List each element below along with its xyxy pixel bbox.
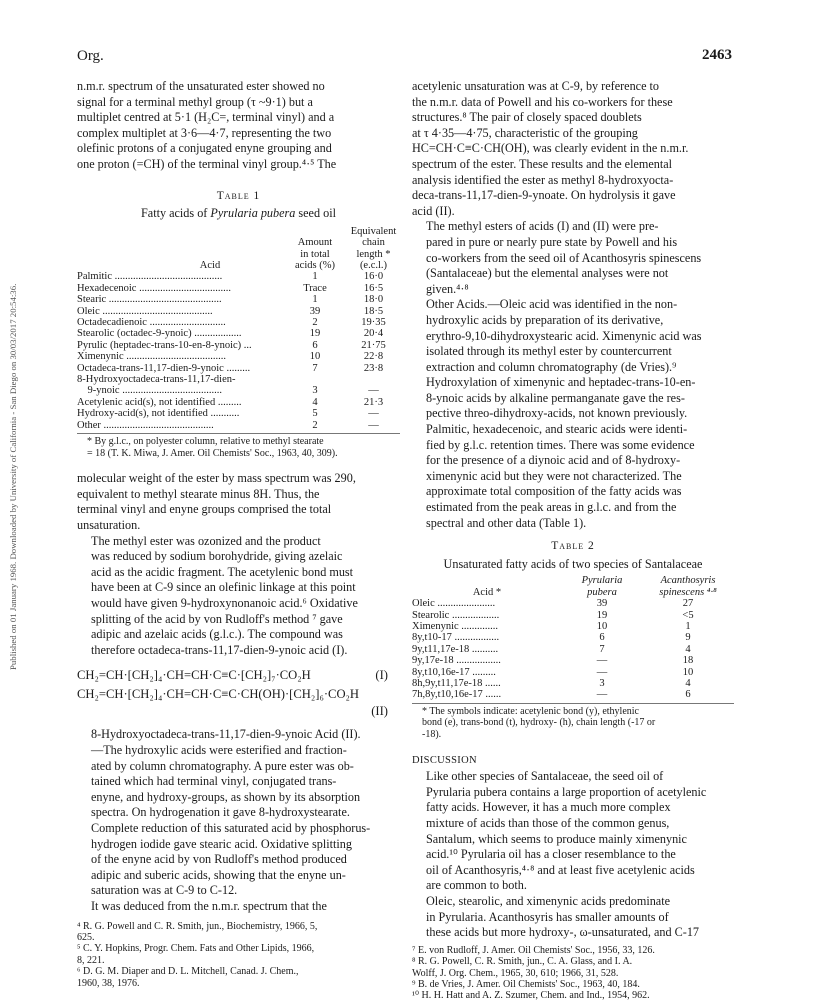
- text-line: * By g.l.c., on polyester column, relative to methyl stearate: [87, 436, 324, 448]
- table-cell: 7h,8y,t10,16e-17 ......: [412, 689, 502, 701]
- table-cell: 6: [599, 632, 605, 644]
- text-line: pubera: [587, 586, 617, 598]
- table2-row: [412, 621, 734, 632]
- table-cell: 16·5: [363, 282, 384, 294]
- table-cell: Ximenynic ..............: [412, 621, 499, 633]
- table-cell: 5: [312, 408, 318, 420]
- table-cell: 4: [685, 678, 691, 690]
- text-line: fatty acids. However, it has a much more complex: [426, 800, 671, 815]
- text-line: 625.: [77, 931, 95, 943]
- table-cell: 9-ynoic ......................................: [77, 385, 222, 397]
- table-cell: 10: [309, 351, 321, 363]
- text-line: Like other species of Santalaceae, the seed oil of: [426, 769, 664, 784]
- text-line: was reduced by sodium borohydride, giving azelaic: [91, 549, 343, 564]
- table1-header-acid: Acid: [199, 259, 221, 271]
- table-cell: 18·5: [363, 305, 384, 317]
- text-line: -18).: [422, 729, 442, 741]
- text-line: n.m.r. spectrum of the unsaturated ester showed no: [77, 79, 325, 93]
- text-line: ¹⁰ H. H. Hatt and A. Z. Szumer, Chem. and Ind., 1954, 962.: [412, 990, 650, 1002]
- text-line: in total: [300, 248, 330, 260]
- text-line: adipic and suberic acids, showing that the enyne un-: [91, 867, 346, 882]
- text-line: given.⁴·⁸: [426, 281, 469, 296]
- text-line: acid as the acidic fragment. The acetylenic bond must: [91, 564, 354, 579]
- text-line: ⁹ B. de Vries, J. Amer. Oil Chemists' Soc., 1963, 40, 184.: [412, 979, 640, 990]
- table1-header-amount: [283, 226, 347, 272]
- table1-row: [77, 306, 400, 317]
- table-cell: Octadeca-trans-11,17-dien-9-ynoic .........: [77, 362, 251, 374]
- table2-header-pyrularia: [562, 575, 642, 598]
- table-cell: 39: [596, 598, 608, 610]
- text-line: Palmitic, hexadecenoic, and stearic acids were identi-: [426, 422, 688, 437]
- paragraph: [412, 297, 734, 422]
- table-cell: Acetylenic acid(s), not identified .........: [77, 396, 242, 408]
- text-line: spectral and other data (Table 1).: [426, 515, 587, 530]
- text-line: adipic and azelaic acids (g.l.c.). The compound was: [91, 627, 343, 642]
- text-line: acid (II).: [412, 203, 455, 218]
- table2-row: [412, 644, 734, 655]
- text-line: signal for a terminal methyl group (τ ~9·1) but a: [77, 94, 313, 109]
- table-cell: 8h,9y,t11,17e-18 ......: [412, 678, 501, 690]
- table-cell: 8-Hydroxyoctadeca-trans-11,17-dien-: [77, 374, 236, 386]
- table2-header-acid: Acid *: [472, 586, 502, 598]
- text-line: Acanthosyris: [660, 575, 716, 587]
- paragraph: It was deduced from the n.m.r. spectrum that the: [91, 898, 327, 913]
- formula-text: CH₂=CH·[CH₂]₄·CH=CH·C≡C·[CH₂]₇·CO₂H: [77, 668, 311, 683]
- table-cell: —: [596, 666, 608, 678]
- table-cell: 10: [596, 621, 608, 633]
- table1-row: [77, 283, 400, 294]
- text-line: one proton (=CH) of the terminal vinyl group.⁴·⁵ The: [77, 156, 337, 171]
- text-line: (Santalaceae) but the elemental analyses were not: [426, 266, 669, 281]
- text-line: HC=CH·C≡C·CH(OH), was clearly evident in the n.m.r.: [412, 141, 689, 156]
- table-cell: —: [368, 419, 379, 431]
- text-line: Other Acids.—Oleic acid was identified in the non-: [426, 297, 678, 312]
- table-cell: 22·8: [363, 351, 384, 363]
- table-cell: 2: [312, 419, 318, 431]
- table-cell: 1: [312, 271, 318, 283]
- table1-row: [77, 385, 400, 396]
- table-cell: Pyrulic (heptadec-trans-10-en-8-ynoic) ...: [77, 339, 252, 351]
- table-cell: 21·75: [361, 339, 386, 351]
- text-line: 1960, 38, 1976.: [77, 977, 140, 989]
- table2-row: [412, 678, 734, 689]
- table-cell: 3: [312, 385, 318, 397]
- text-line: isolated through its methyl ester by countercurrent: [426, 344, 672, 359]
- download-watermark: Published on 01 January 1968. Downloaded by University of California - San Diego on 30/03/2017 20:54:36.: [8, 283, 18, 670]
- table1-row: [77, 420, 400, 431]
- table1-row: [77, 408, 400, 419]
- text-line: co-workers from the seed oil of Acanthosyris spinescens: [426, 250, 702, 265]
- text-line: at τ 4·35—4·75, characteristic of the grouping: [412, 125, 638, 140]
- text-line: approximate total composition of the fatty acids was: [426, 484, 682, 499]
- table-cell: 19: [309, 328, 321, 340]
- table-cell: 1: [685, 621, 691, 633]
- table-cell: <5: [682, 609, 694, 621]
- table-cell: —: [368, 408, 379, 420]
- paragraph: [77, 471, 400, 533]
- table-cell: —: [596, 689, 608, 701]
- text-line: estimated from the peak areas in g.l.c. and from the: [426, 500, 677, 515]
- text-line: analysis identified the ester as methyl 8-hydroxyocta-: [412, 172, 674, 187]
- table2: [412, 575, 734, 700]
- table1-row: [77, 294, 400, 305]
- table-cell: Octadecadienoic .............................: [77, 317, 226, 328]
- table-cell: 9: [685, 632, 691, 644]
- table-cell: Hydroxy-acid(s), not identified ...........: [77, 408, 240, 420]
- text-line: extraction and column chromatography (de Vries).⁹: [426, 359, 677, 374]
- text-line: ⁶ D. G. M. Diaper and D. L. Mitchell, Canad. J. Chem.,: [77, 966, 299, 978]
- text-line: length *: [356, 248, 391, 260]
- text-line: 8, 221.: [77, 954, 105, 966]
- formula-II: [77, 685, 400, 704]
- text-line: of the enyne acid by von Rudloff's method produced: [91, 852, 347, 867]
- table-cell: Palmitic .........................................: [77, 271, 223, 283]
- text-line: these acids but more hydroxy-, ω-unsaturated, and C-17: [426, 925, 700, 940]
- text-line: ximenynic acid but they were not characterized. The: [426, 468, 682, 483]
- text-line: Amount: [297, 237, 333, 249]
- text-line: deca-trans-11,17-dien-9-ynoate. On hydrolysis it gave: [412, 188, 676, 203]
- text-line: would have given 9-hydroxynonanoic acid.⁶ Oxidative: [91, 596, 358, 610]
- table-cell: 10: [682, 666, 694, 678]
- paragraph: [412, 769, 734, 894]
- table-cell: 20·4: [363, 328, 384, 340]
- table-cell: Stearic ...........................................: [77, 294, 222, 306]
- text-line: the n.m.r. data of Powell and his co-workers for these: [412, 94, 673, 109]
- table-cell: [283, 374, 347, 385]
- table1-row: [77, 397, 400, 408]
- table-cell: 19·35: [361, 317, 386, 328]
- table-cell: 1: [312, 294, 318, 306]
- text-line: saturation was at C-9 to C-12.: [91, 883, 238, 898]
- text-line: tained which had terminal vinyl, conjugated trans-: [91, 774, 337, 789]
- text-line: = 18 (T. K. Miwa, J. Amer. Oil Chemists' Soc., 1963, 40, 309).: [87, 447, 338, 459]
- formula-label: (II): [371, 704, 388, 719]
- text-line: Pyrularia: [581, 575, 623, 587]
- table-cell: 19: [596, 609, 608, 621]
- table-cell: Trace: [303, 282, 327, 294]
- text-line: hydrogen iodide gave stearic acid. Oxidative splitting: [91, 836, 352, 851]
- table-cell: 16·0: [363, 271, 384, 283]
- table1-row: [77, 317, 400, 328]
- footnotes: [412, 945, 734, 1002]
- text-line: acid.¹⁰ Pyrularia oil has a closer resemblance to the: [426, 847, 676, 862]
- text-line: complex multiplet at 3·6—4·7, representing the two: [77, 125, 332, 140]
- text-line: molecular weight of the ester by mass spectrum was 290,: [77, 471, 356, 486]
- text-line: terminal vinyl and enyne groups comprised the total: [77, 502, 332, 517]
- paragraph: [412, 79, 734, 219]
- table1-row: [77, 374, 400, 385]
- text-line: The methyl ester was ozonized and the product: [91, 533, 321, 548]
- table1-row: [77, 340, 400, 351]
- table-cell: —: [596, 655, 608, 667]
- text-line: unsaturation.: [77, 518, 141, 533]
- table-cell: 39: [309, 305, 321, 317]
- table1-row: [77, 363, 400, 374]
- paragraph: [412, 422, 734, 531]
- text-line: The methyl esters of acids (I) and (II) were pre-: [426, 219, 659, 234]
- text-line: spinescens ⁴·⁸: [659, 586, 717, 598]
- formula-label: (I): [375, 668, 388, 683]
- text-line: acetylenic unsaturation was at C-9, by reference to: [412, 79, 660, 93]
- text-line: acids (%): [295, 259, 335, 271]
- table2-row: [412, 610, 734, 621]
- table-cell: 7: [599, 643, 605, 655]
- text-line: ⁴ R. G. Powell and C. R. Smith, jun., Biochemistry, 1966, 5,: [77, 920, 318, 932]
- table-cell: 2: [312, 317, 318, 328]
- table-cell: 6: [312, 339, 318, 351]
- table1-header-ecl: [347, 226, 400, 272]
- text-line: olefinic protons of a conjugated enyne grouping and: [77, 141, 332, 156]
- table-cell: Hexadecenoic ...................................: [77, 282, 231, 294]
- text-line: Wolff, J. Org. Chem., 1965, 30, 610; 1966, 31, 528.: [412, 967, 619, 979]
- text-line: 8-ynoic acids by alkaline permanganate gave the res-: [426, 390, 685, 405]
- text-line: Hydroxylation of ximenynic and heptadec-trans-10-en-: [426, 375, 696, 390]
- text-line: for the presence of a diynoic acid and of 8-hydroxy-: [426, 453, 681, 468]
- table-cell: 18: [682, 655, 694, 667]
- text-line: Equivalent: [350, 225, 397, 237]
- text-line: (e.c.l.): [359, 259, 388, 271]
- text-line: erythro-9,10-dihydroxystearic acid. Ximenynic acid was: [426, 328, 702, 343]
- table2-row: [412, 632, 734, 643]
- table-cell: 8y,t10-17 .................: [412, 632, 500, 644]
- table-cell: 8y,t10,16e-17 .........: [412, 666, 496, 678]
- text-line: mixture of acids than those of the common genus,: [426, 816, 670, 831]
- table1-label: Table 1: [216, 189, 261, 202]
- text-line: spectrum of the ester. These results and the elemental: [412, 156, 673, 171]
- text-line: splitting of the acid by von Rudloff's method ⁷ gave: [91, 611, 343, 626]
- table-cell: 4: [685, 643, 691, 655]
- table-cell: 9y,t11,17e-18 ..........: [412, 643, 499, 655]
- journal-section-header: Org.: [77, 48, 104, 64]
- table2-title: Unsaturated fatty acids of two species of Santalaceae: [443, 556, 703, 571]
- table-cell: Ximenynic ......................................: [77, 351, 227, 363]
- table-cell: —: [368, 385, 379, 397]
- table-cell: 21·3: [363, 396, 384, 408]
- table1: [77, 226, 400, 431]
- table1-footnote: [77, 436, 400, 459]
- text-line: oil of Acanthosyris,⁴·⁸ and at least five acetylenic acids: [426, 862, 695, 877]
- table1-row: [77, 328, 400, 339]
- text-line: multiplet centred at 5·1 (H₂C=, terminal vinyl) and a: [77, 110, 335, 125]
- table-cell: Oleic ......................: [412, 598, 496, 610]
- table-cell: [347, 374, 400, 385]
- table2-header-acanthosyris: [642, 575, 734, 598]
- paragraph: [412, 219, 734, 297]
- table-cell: 6: [685, 689, 691, 701]
- text-line: pective threo-dihydroxy-acids, not known previously.: [426, 406, 688, 421]
- table-cell: Stearolic ..................: [412, 609, 500, 621]
- table2-row: [412, 598, 734, 609]
- table1-row: [77, 351, 400, 362]
- table-cell: 4: [312, 396, 318, 408]
- text-line: ⁷ E. von Rudloff, J. Amer. Oil Chemists' Soc., 1956, 33, 126.: [412, 944, 655, 956]
- table-cell: 23·8: [363, 362, 384, 374]
- table-cell: 27: [682, 598, 694, 610]
- table2-label: Table 2: [551, 540, 595, 553]
- text-line: structures.⁸ The pair of closely spaced doublets: [412, 110, 642, 125]
- formula-text: CH₂=CH·[CH₂]₄·CH=CH·C≡C·CH(OH)·[CH₂]₆·CO₂H: [77, 687, 360, 702]
- table1-row: [77, 271, 400, 282]
- text-line: —The hydroxylic acids were esterified and fraction-: [91, 742, 347, 757]
- text-line: pared in pure or nearly pure state by Powell and his: [426, 234, 678, 249]
- text-line: 8-Hydroxyoctadeca-trans-11,17-dien-9-ynoic Acid (II).: [91, 727, 361, 742]
- table1-title: Fatty acids of Pyrularia pubera seed oil: [141, 206, 336, 221]
- section-heading: DISCUSSION: [412, 754, 477, 766]
- paragraph: [77, 79, 400, 173]
- text-line: * The symbols indicate: acetylenic bond (y), ethylenic: [422, 705, 639, 717]
- table-cell: 3: [599, 678, 605, 690]
- text-line: ated by column chromatography. A pure ester was ob-: [91, 758, 354, 773]
- text-line: chain: [362, 237, 385, 249]
- table-cell: Oleic ..........................................: [77, 305, 213, 317]
- table-cell: Other ..........................................: [77, 419, 214, 431]
- text-line: are common to both.: [426, 878, 527, 893]
- text-line: hydroxylic acids by preparation of its derivative,: [426, 312, 664, 327]
- text-line: bond (e), trans-bond (t), hydroxy- (h), chain length (-17 or: [422, 717, 656, 729]
- formula-I: [77, 666, 400, 685]
- right-column: [412, 79, 734, 1002]
- paragraph: [412, 894, 734, 941]
- text-line: ⁵ C. Y. Hopkins, Progr. Chem. Fats and Other Lipids, 1966,: [77, 943, 315, 955]
- table2-footnote: [412, 706, 734, 741]
- footnotes: [77, 921, 400, 989]
- table-cell: 18·0: [363, 294, 384, 306]
- text-line: fied by g.l.c. retention times. There was some evidence: [426, 437, 695, 452]
- table-cell: Stearolic (octadec-9-ynoic) ..................: [77, 328, 242, 340]
- paragraph: [77, 534, 400, 659]
- text-line: have been at C-9 since an olefinic linkage at this point: [91, 580, 356, 595]
- text-line: Santalum, which seems to produce mainly ximenynic: [426, 831, 687, 846]
- text-line: Complete reduction of this saturated acid by phosphorus-: [91, 820, 371, 835]
- text-line: equivalent to methyl stearate minus 8H. Thus, the: [77, 486, 320, 501]
- paragraph: [77, 727, 400, 899]
- table-cell: 9y,17e-18 .................: [412, 655, 501, 667]
- text-line: enyne, and hydroxy-groups, as shown by its absorption: [91, 789, 361, 804]
- left-column: [77, 79, 400, 989]
- text-line: spectra. On hydrogenation it gave 8-hydroxystearate.: [91, 805, 350, 820]
- text-line: therefore octadeca-trans-11,17-dien-9-ynoic acid (I).: [91, 642, 348, 657]
- text-line: ⁸ R. G. Powell, C. R. Smith, jun., C. A. Glass, and I. A.: [412, 956, 633, 968]
- table2-row: [412, 667, 734, 678]
- text-line: Oleic, stearolic, and ximenynic acids predominate: [426, 894, 670, 908]
- table-cell: 7: [312, 362, 318, 374]
- text-line: Pyrularia pubera contains a large proportion of acetylenic: [426, 784, 707, 799]
- table2-row: [412, 689, 734, 700]
- table2-row: [412, 655, 734, 666]
- page-number: 2463: [702, 47, 732, 63]
- text-line: in Pyrularia. Acanthosyris has smaller amounts of: [426, 909, 669, 924]
